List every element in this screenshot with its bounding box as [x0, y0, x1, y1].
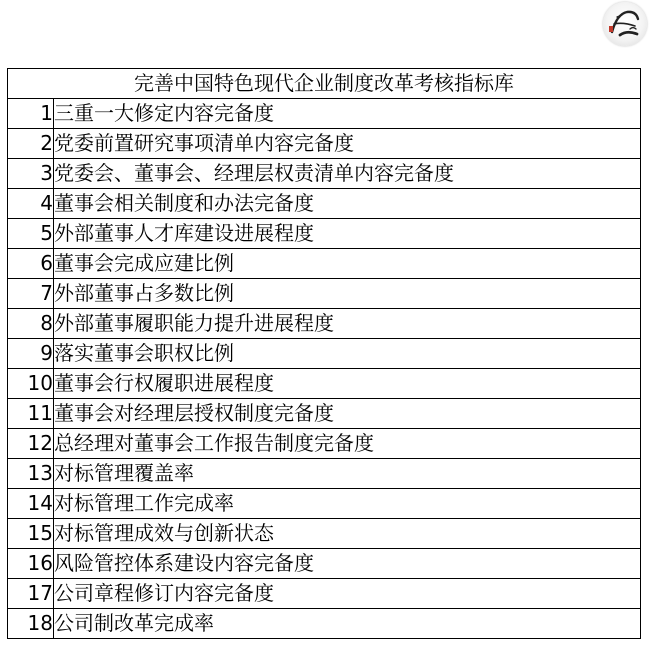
indicator-name: 落实董事会职权比例: [54, 339, 641, 369]
row-number: 8: [8, 309, 54, 339]
table-row: [8, 399, 641, 429]
table-row: [8, 189, 641, 219]
table-row: [8, 159, 641, 189]
row-number: 5: [8, 219, 54, 249]
ink-brush-logo-icon: [603, 2, 647, 46]
table-title-row: [8, 69, 641, 99]
row-number: 2: [8, 129, 54, 159]
row-number: 13: [8, 459, 54, 489]
table-row: [8, 339, 641, 369]
table-row: [8, 129, 641, 159]
row-number: 16: [8, 549, 54, 579]
row-number: 14: [8, 489, 54, 519]
row-number: 12: [8, 429, 54, 459]
indicator-name: 三重一大修定内容完备度: [54, 99, 641, 129]
table-row: [8, 279, 641, 309]
indicator-name: 风险管控体系建设内容完备度: [54, 549, 641, 579]
table-row: [8, 489, 641, 519]
row-number: 1: [8, 99, 54, 129]
indicator-name: 董事会完成应建比例: [54, 249, 641, 279]
indicator-name: 对标管理工作完成率: [54, 489, 641, 519]
indicator-list: [8, 99, 641, 639]
row-number: 11: [8, 399, 54, 429]
indicator-name: 公司章程修订内容完备度: [54, 579, 641, 609]
indicator-name: 外部董事占多数比例: [54, 279, 641, 309]
indicator-name: 党委会、董事会、经理层权责清单内容完备度: [54, 159, 641, 189]
row-number: 9: [8, 339, 54, 369]
table-row: [8, 459, 641, 489]
table-row: [8, 219, 641, 249]
indicator-name: 公司制改革完成率: [54, 609, 641, 639]
table-row: [8, 609, 641, 639]
row-number: 4: [8, 189, 54, 219]
table-row: [8, 429, 641, 459]
indicator-name: 党委前置研究事项清单内容完备度: [54, 129, 641, 159]
indicator-name: 对标管理成效与创新状态: [54, 519, 641, 549]
brand-logo: [603, 2, 647, 46]
indicator-name: 董事会相关制度和办法完备度: [54, 189, 641, 219]
table-row: [8, 249, 641, 279]
indicator-table: [7, 68, 641, 639]
table-row: [8, 519, 641, 549]
table-row: [8, 369, 641, 399]
indicator-name: 对标管理覆盖率: [54, 459, 641, 489]
row-number: 17: [8, 579, 54, 609]
row-number: 10: [8, 369, 54, 399]
table-row: [8, 99, 641, 129]
row-number: 18: [8, 609, 54, 639]
indicator-name: 总经理对董事会工作报告制度完备度: [54, 429, 641, 459]
row-number: 7: [8, 279, 54, 309]
indicator-name: 外部董事履职能力提升进展程度: [54, 309, 641, 339]
row-number: 3: [8, 159, 54, 189]
table-row: [8, 549, 641, 579]
table-title: 完善中国特色现代企业制度改革考核指标库: [8, 69, 641, 99]
table-row: [8, 309, 641, 339]
row-number: 15: [8, 519, 54, 549]
row-number: 6: [8, 249, 54, 279]
indicator-name: 董事会行权履职进展程度: [54, 369, 641, 399]
indicator-name: 外部董事人才库建设进展程度: [54, 219, 641, 249]
indicator-name: 董事会对经理层授权制度完备度: [54, 399, 641, 429]
table-row: [8, 579, 641, 609]
